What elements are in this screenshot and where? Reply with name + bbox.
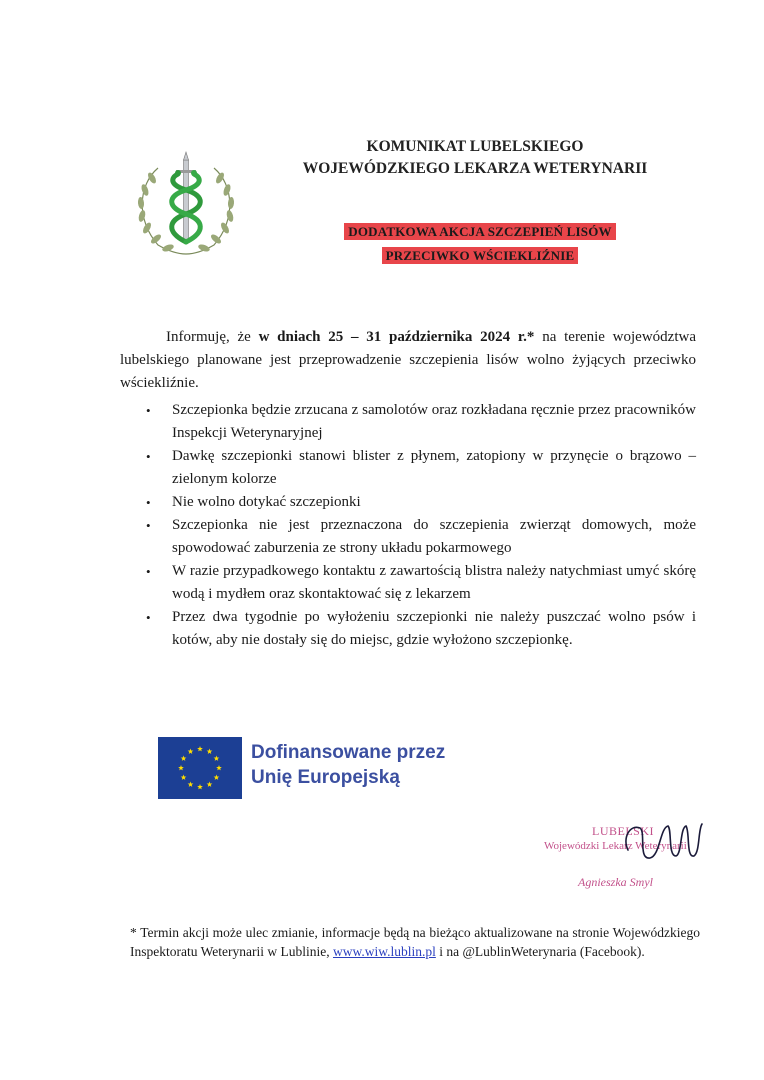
bullet-icon: •: [146, 564, 151, 579]
bullet-icon: •: [146, 495, 151, 510]
communique-body: [120, 326, 696, 652]
signatory-name: Agnieszka Smyl: [578, 875, 653, 889]
veterinary-emblem-icon: [128, 150, 244, 260]
list-item: • W razie przypadkowego kontaktu z zawartością blistra należy natychmiast umyć skórę wodą i mydłem oraz skontaktować się z lekarzem: [120, 560, 696, 606]
banner-line-2: PRZECIWKO WŚCIEKLIŹNIE: [382, 247, 579, 264]
list-item: • Dawkę szczepionki stanowi blister z płynem, zatopiony w przynęcie o brązowo – zielonym kolorze: [120, 445, 696, 491]
eu-line-2: Unię Europejską: [251, 767, 400, 788]
intro-paragraph: [120, 326, 696, 395]
official-stamp: [525, 820, 725, 900]
list-item: • Szczepionka będzie zrzucana z samolotów oraz rozkładana ręcznie przez pracowników Inspekcji Weterynaryjnej: [120, 399, 696, 445]
stamp-line-1: LUBELSKI: [592, 824, 654, 838]
wiw-website-link[interactable]: www.wiw.lublin.pl: [332, 944, 436, 959]
title-line-2: WOJEWÓDZKIEGO LEKARZA WETERYNARII: [302, 160, 648, 177]
list-item: • Nie wolno dotykać szczepionki: [120, 491, 696, 514]
intro-after: na terenie województwa lubelskiego planowane jest przeprowadzenie szczepienia lisów wolno żyjących przeciwko wściekliźnie.: [120, 329, 696, 391]
campaign-banner: [300, 220, 660, 268]
bullet-icon: •: [146, 518, 151, 533]
banner-line-1: DODATKOWA AKCJA SZCZEPIEŃ LISÓW: [344, 223, 616, 240]
footnote: [130, 923, 700, 961]
intro-before: Informuję, że: [166, 329, 259, 345]
stamp-line-2: Wojewódzki Lekarz Weterynarii: [544, 840, 687, 852]
bullet-icon: •: [146, 403, 151, 418]
footnote-text: * Termin akcji może ulec zmianie, informacje będą na bieżąco aktualizowane na stronie Wojewódzkiego Inspektoratu Weterynarii w Lublinie,: [130, 925, 700, 959]
eu-flag-icon: [158, 737, 242, 799]
list-item: • Przez dwa tygodnie po wyłożeniu szczepionki nie należy puszczać wolno psów i kotów, aby nie dostały się do miejsc, gdzie wyłożono szczepionkę.: [120, 606, 696, 652]
bullet-icon: •: [146, 449, 151, 464]
instructions-list: [120, 399, 696, 652]
footnote-tail: i na @LublinWeterynaria (Facebook).: [435, 944, 645, 959]
intro-dates: w dniach 25 – 31 października 2024 r.*: [258, 329, 535, 345]
communique-title: [240, 136, 710, 180]
list-item: • Szczepionka nie jest przeznaczona do szczepienia zwierząt domowych, może spowodować zaburzenia ze strony układu pokarmowego: [120, 514, 696, 560]
handwritten-signature-icon: [620, 820, 710, 868]
bullet-icon: •: [146, 610, 151, 625]
title-line-1: KOMUNIKAT LUBELSKIEGO: [366, 138, 584, 155]
eu-line-1: Dofinansowane przez: [251, 742, 446, 763]
eu-funding-label: [251, 740, 445, 790]
